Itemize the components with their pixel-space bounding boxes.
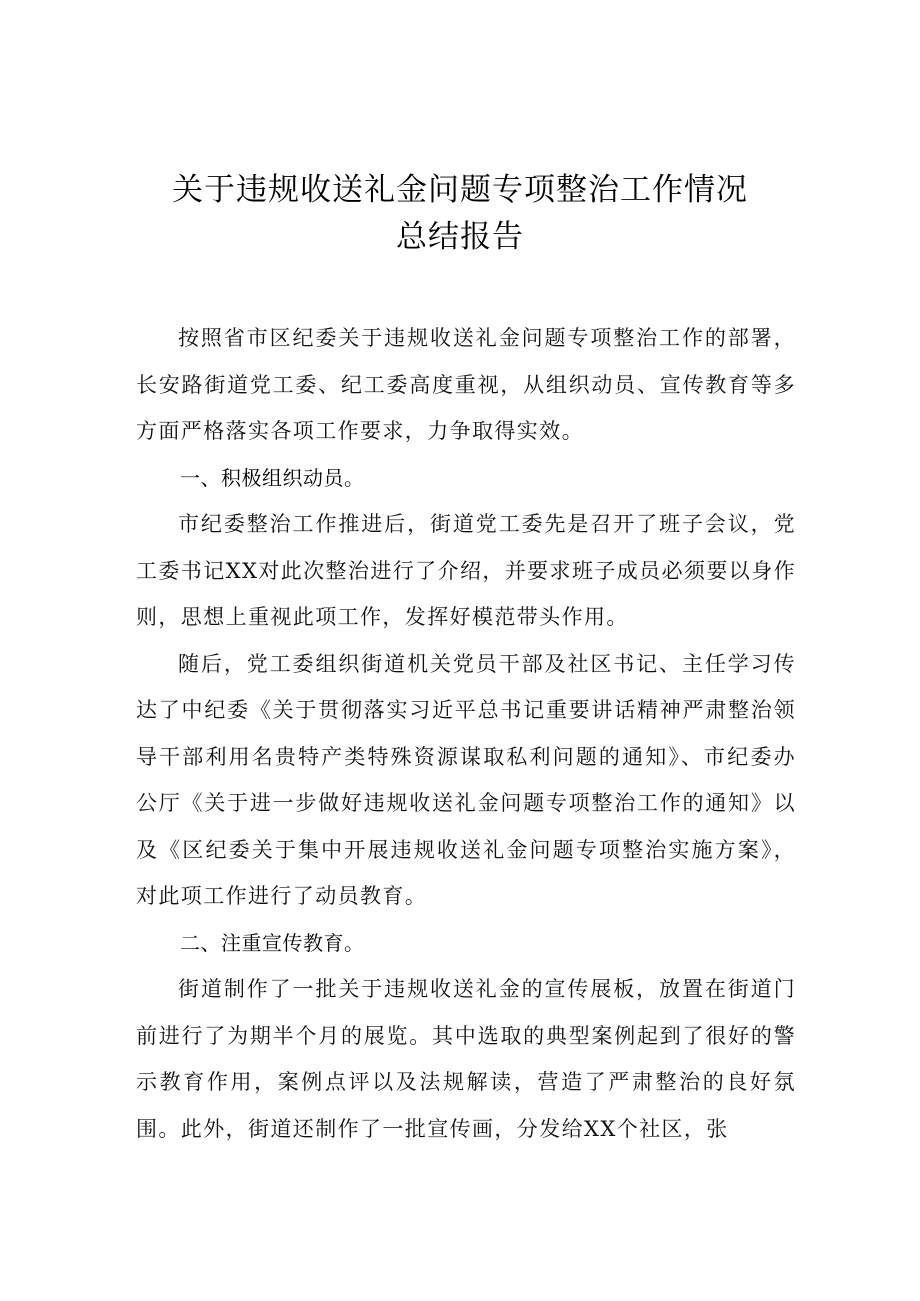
paragraph-2: 随后，党工委组织街道机关党员干部及社区书记、主任学习传达了中纪委《关于贯彻落实习近平总书记重要讲话精神严肃整治领导干部利用名贵特产类特殊资源谋取私利问题的通知》、市纪委办公厅《关于进一步做好违规收送礼金问题专项整治工作的通知》以及《区纪委关于集中开展违规收送礼金问题专项整治实施方案》，对此项工作进行了动员教育。 [136,651,796,908]
document-body [136,315,796,1152]
paragraph-1: 市纪委整治工作推进后，街道党工委先是召开了班子会议，党工委书记XX对此次整治进行了介绍，并要求班子成员必须要以身作则，思想上重视此项工作，发挥好模范带头作用。 [136,512,796,629]
paragraph-intro: 按照省市区纪委关于违规收送礼金问题专项整治工作的部署，长安路街道党工委、纪工委高度重视，从组织动员、宣传教育等多方面严格落实各项工作要求，力争取得实效。 [136,326,796,443]
document-title-line-2: 总结报告 [396,219,524,255]
document-title-line-1: 关于违规收送礼金问题专项整治工作情况 [172,172,748,208]
paragraph-3: 街道制作了一批关于违规收送礼金的宣传展板，放置在街道门前进行了为期半个月的展览。其中选取的典型案例起到了很好的警示教育作用，案例点评以及法规解读，营造了严肃整治的良好氛围。此外，街道还制作了一批宣传画，分发给XX个社区，张 [136,977,796,1141]
section-heading-1: 一、积极组织动员。 [180,465,365,490]
section-heading-2: 二、注重宣传教育。 [180,930,365,955]
